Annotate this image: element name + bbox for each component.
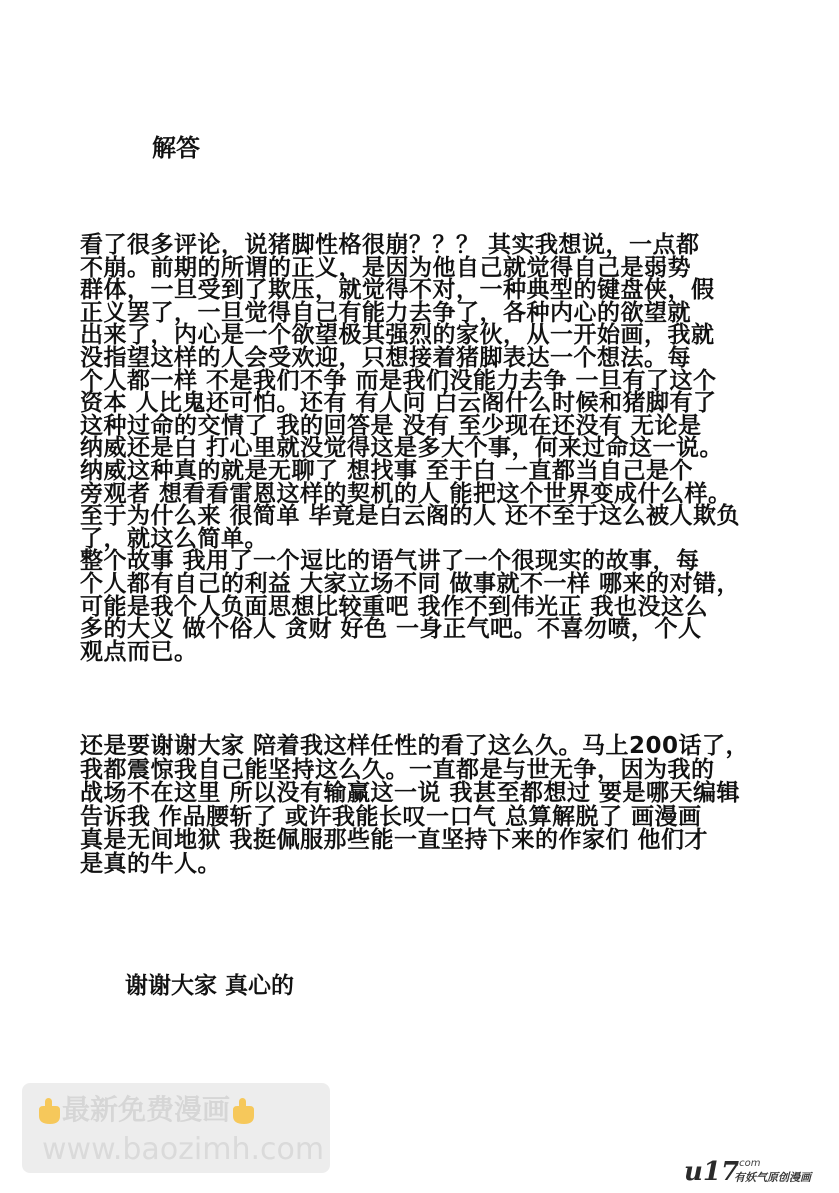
page-title: 解答 <box>152 134 200 162</box>
closing-line: 谢谢大家 真心的 <box>125 973 295 999</box>
logo-domain: .com <box>736 1158 761 1169</box>
text-line: 资本 人比鬼还可怕。还有 有人问 白云阁什么时候和猪脚有了 <box>80 390 717 417</box>
u17-logo <box>684 1158 824 1188</box>
text-line: 观点而已。 <box>80 638 198 665</box>
text-line: 没指望这样的人会受欢迎，只想接着猪脚表达一个想法。每 <box>80 344 691 371</box>
body-paragraph-2 <box>80 735 800 877</box>
text-line: 正义罢了，一旦觉得自己有能力去争了，各种内心的欲望就 <box>80 299 691 326</box>
text-line: 了，就这么简单。 <box>80 525 268 552</box>
watermark-text: 最新免费漫画 <box>62 1093 231 1126</box>
logo-slogan: 有妖气原创漫画 <box>734 1171 811 1184</box>
text-line: 这种过命的交情了 我的回答是 没有 至少现在还没有 无论是 <box>80 412 702 439</box>
body-paragraph-1 <box>80 234 800 663</box>
text-line: 整个故事 我用了一个逗比的语气讲了一个很现实的故事，每 <box>80 548 700 575</box>
pointing-down-hand-icon <box>36 1096 62 1126</box>
text-line: 出来了，内心是一个欲望极其强烈的家伙，从一开始画，我就 <box>80 322 715 349</box>
text-line: 不崩。前期的所谓的正义，是因为他自己就觉得自己是弱势 <box>80 254 691 281</box>
text-line: 还是要谢谢大家 陪着我这样任性的看了这么久。马上200话了， <box>80 733 750 759</box>
text-line: 群体，一旦受到了欺压，就觉得不对，一种典型的键盘侠，假 <box>80 277 715 304</box>
text-line: 战场不在这里 所以没有输赢这一说 我甚至都想过 要是哪天编辑 <box>80 780 741 807</box>
text-line: 我都震惊我自己能坚持这么久。一直都是与世无争，因为我的 <box>80 756 715 783</box>
text-line: 旁观者 想看看雷恩这样的契机的人 能把这个世界变成什么样。 <box>80 480 732 507</box>
text-line: 纳威这种真的就是无聊了 想找事 至于白 一直都当自己是个 <box>80 457 694 484</box>
watermark-headline <box>36 1093 256 1127</box>
text-line: 可能是我个人负面思想比较重吧 我作不到伟光正 我也没这么 <box>80 593 709 620</box>
text-line: 个人都有自己的利益 大家立场不同 做事就不一样 哪来的对错， <box>80 570 741 597</box>
watermark-url: www.baozimh.com <box>42 1132 325 1167</box>
text-line: 是真的牛人。 <box>80 850 221 877</box>
text-line: 看了很多评论，说猪脚性格很崩？？？ 其实我想说，一点都 <box>80 232 700 258</box>
text-line: 告诉我 作品腰斩了 或许我能长叹一口气 总算解脱了 画漫画 <box>80 803 702 830</box>
text-line: 个人都一样 不是我们不争 而是我们没能力去争 一旦有了这个 <box>80 367 717 394</box>
text-line: 真是无间地狱 我挺佩服那些能一直坚持下来的作家们 他们才 <box>80 827 709 854</box>
text-line: 纳威还是白 打心里就没觉得这是多大个事，何来过命这一说。 <box>80 435 724 462</box>
logo-mark: u17 <box>684 1157 740 1187</box>
watermark <box>22 1083 330 1173</box>
text-line: 至于为什么来 很简单 毕竟是白云阁的人 还不至于这么被人欺负 <box>80 503 741 530</box>
text-line: 多的大义 做个俗人 贪财 好色 一身正气吧。不喜勿喷，个人 <box>80 616 702 643</box>
pointing-down-hand-icon <box>230 1096 256 1126</box>
